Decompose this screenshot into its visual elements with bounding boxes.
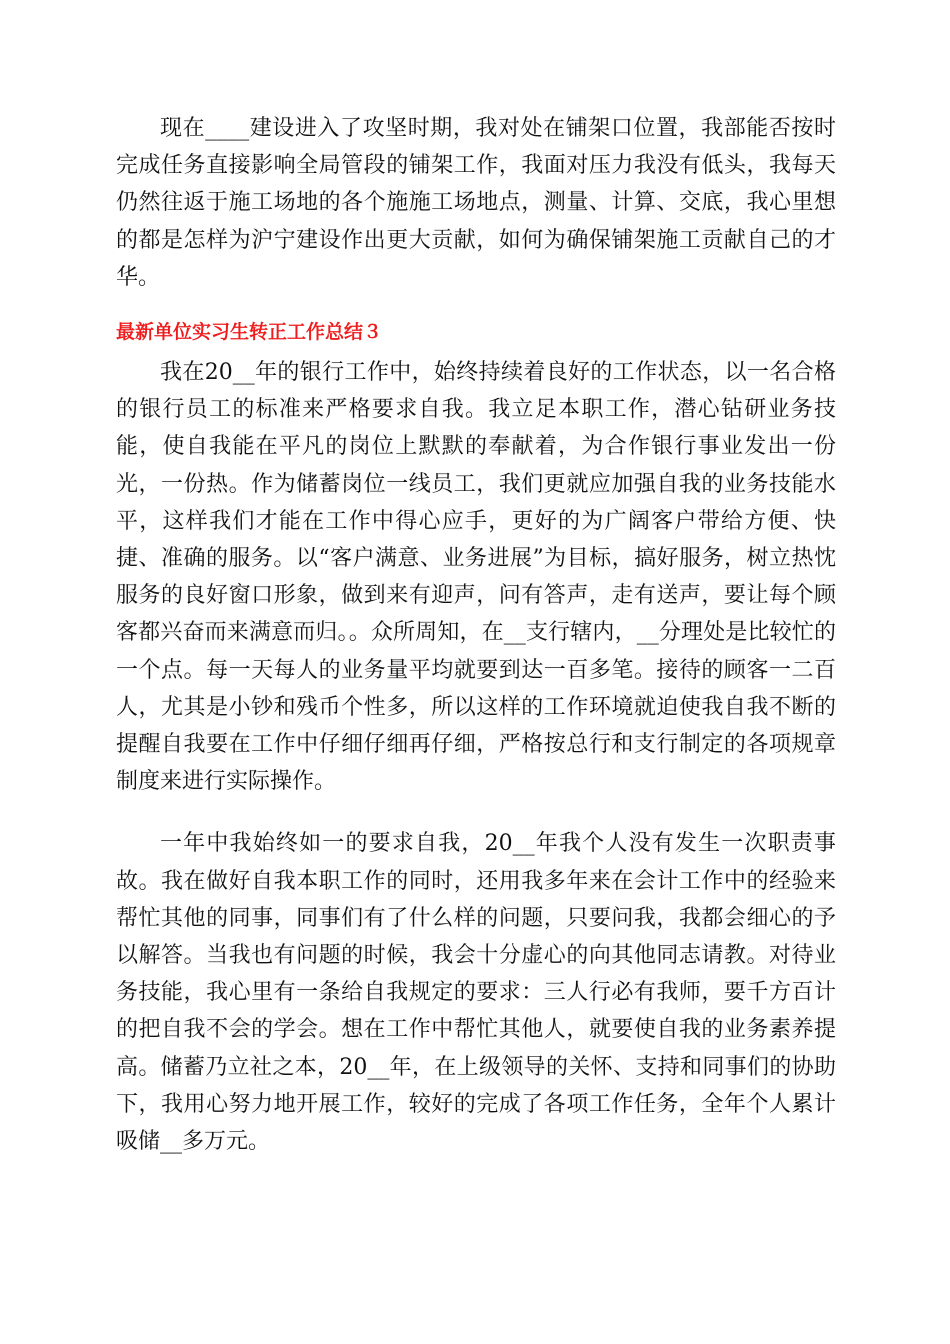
paragraph-year-summary: 一年中我始终如一的要求自我，20__年我个人没有发生一次职责事故。我在做好自我本职工作的同时，还用我多年来在会计工作中的经验来帮忙其他的同事，同事们有了什么样的问题，只要问我，我都会细心的予以解答。当我也有问题的时候，我会十分虚心的向其他同志请教。对待业务技能，我心里有一条给自我规定的要求：三人行必有我师，要千方百计的把自我不会的学会。想在工作中帮忙其他人，就要使自我的业务素养提高。储蓄乃立社之本，20__年，在上级领导的关怀、支持和同事们的协助下，我用心努力地开展工作，较好的完成了各项工作任务，全年个人累计吸储__多万元。: [116, 831, 836, 1155]
section-heading: 最新单位实习生转正工作总结３: [116, 321, 383, 344]
document-page: [116, 110, 836, 1160]
paragraph-bank-work: 我在20__年的银行工作中，始终持续着良好的工作状态，以一名合格的银行员工的标准来严格要求自我。我立足本职工作，潜心钻研业务技能，使自我能在平凡的岗位上默默的奉献着，为合作银行事业发出一份光，一份热。作为储蓄岗位一线员工，我们更就应加强自我的业务技能水平，这样我们才能在工作中得心应手，更好的为广阔客户带给方便、快捷、准确的服务。以“客户满意、业务进展”为目标，搞好服务，树立热忱服务的良好窗口形象，做到来有迎声，问有答声，走有送声，要让每个顾客都兴奋而来满意而归。。众所周知，在__支行辖内，__分理处是比较忙的一个点。每一天每人的业务量平均就要到达一百多笔。接待的顾客一二百人，尤其是小钞和残币个性多，所以这样的工作环境就迫使我自我不断的提醒自我要在工作中仔细仔细再仔细，严格按总行和支行制定的各项规章制度来进行实际操作。: [116, 360, 836, 795]
paragraph-construction: 现在____建设进入了攻坚时期，我对处在铺架口位置，我部能否按时完成任务直接影响全局管段的铺架工作，我面对压力我没有低头，我每天仍然往返于施工场地的各个施施工场地点，测量、计算、交底，我心里想的都是怎样为沪宁建设作出更大贡献，如何为确保铺架施工贡献自己的才华。: [116, 116, 836, 290]
